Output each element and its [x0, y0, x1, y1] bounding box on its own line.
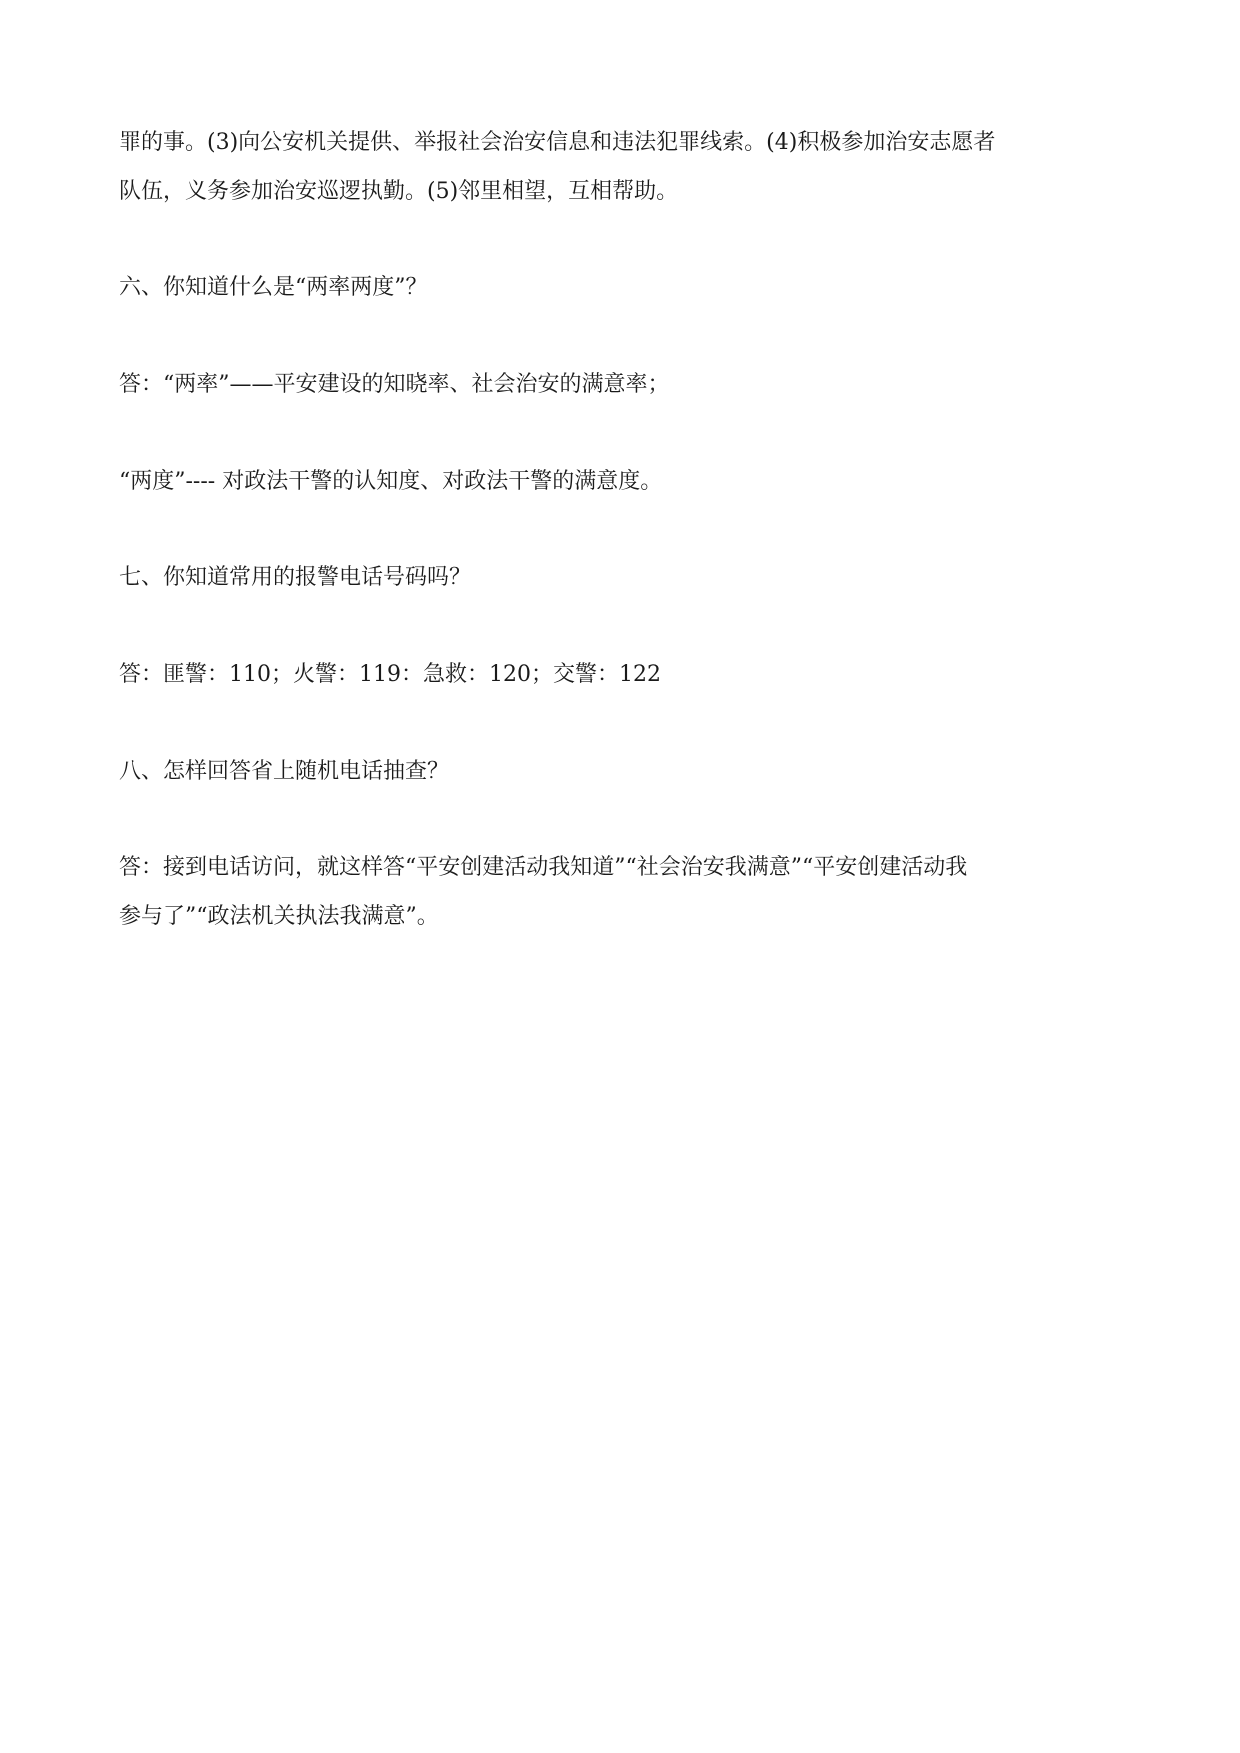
answer-8-line-1: 答：接到电话访问，就这样答“平安创建活动我知道”“社会治安我满意”“平安创建活动我 — [119, 855, 968, 880]
answer-7-phone-numbers: 答：匪警：110；火警：119：急救：120；交警：122 — [119, 662, 661, 687]
question-8-heading: 八、怎样回答省上随机电话抽查？ — [119, 759, 450, 784]
answer-6-rates: 答：“两率”——平安建设的知晓率、社会治安的满意率； — [119, 372, 670, 397]
answer-6-degrees: “两度”---- 对政法干警的认知度、对政法干警的满意度。 — [119, 469, 663, 494]
question-7-heading: 七、你知道常用的报警电话号码吗？ — [119, 565, 472, 590]
paragraph-line-1: 罪的事。(3)向公安机关提供、举报社会治安信息和违法犯罪线索。(4)积极参加治安志愿者 — [119, 130, 996, 155]
question-6-heading: 六、你知道什么是“两率两度”？ — [119, 275, 428, 300]
answer-8-line-2: 参与了”“政法机关执法我满意”。 — [119, 904, 439, 929]
paragraph-line-2: 队伍，义务参加治安巡逻执勤。(5)邻里相望，互相帮助。 — [119, 179, 679, 204]
